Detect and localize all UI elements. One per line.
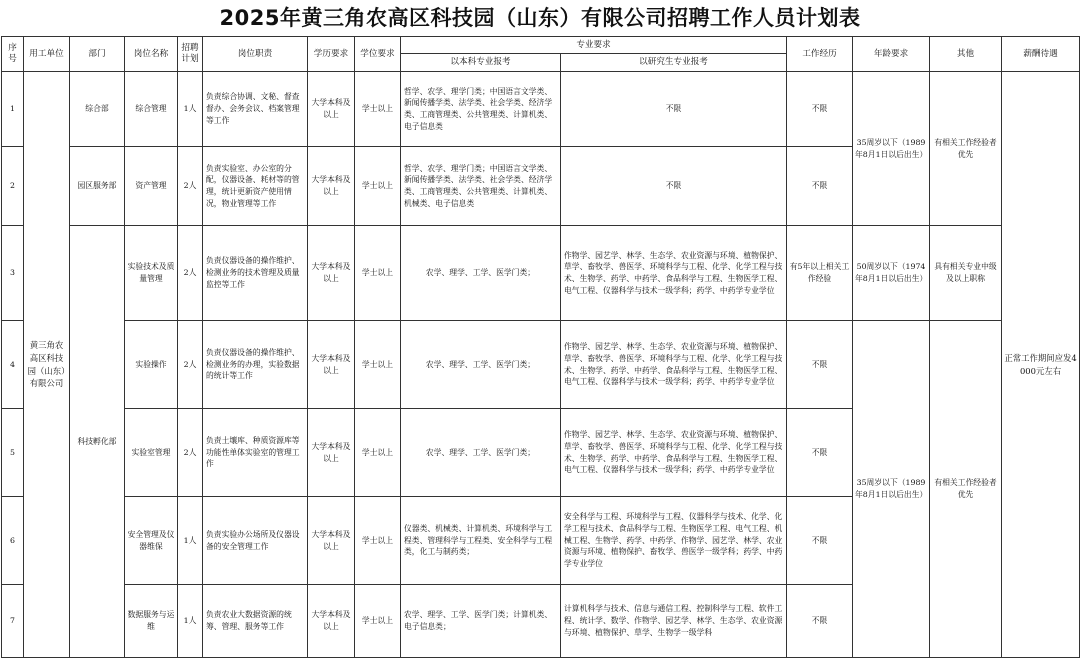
cell-dept: 综合部	[70, 72, 125, 147]
cell-position: 资产管理	[125, 147, 178, 226]
cell-degree: 学士以上	[355, 72, 401, 147]
cell-seq: 5	[2, 409, 24, 497]
cell-duty: 负责实验办公场所及仪器设备的安全管理工作	[203, 497, 308, 585]
cell-other: 有相关工作经验者优先	[930, 72, 1002, 226]
cell-duty: 负责综合协调、文秘、督查督办、会务会议、档案管理等工作	[203, 72, 308, 147]
cell-major-ug: 哲学、农学、理学门类；中国语言文学类、新闻传播学类、法学类、社会学类、经济学类、工商管理类、公共管理类、计算机类、机械类、电子信息类	[401, 147, 561, 226]
cell-major-pg: 计算机科学与技术、信息与通信工程、控制科学与工程、软件工程、统计学、数学、作物学、园艺学、林学、生态学、农业资源与环境、植物保护、草学、生物学一级学科	[561, 585, 787, 658]
cell-position: 实验操作	[125, 321, 178, 409]
cell-unit: 黄三角农高区科技园（山东）有限公司	[24, 72, 70, 658]
cell-edu: 大学本科及以上	[308, 321, 355, 409]
cell-position: 实验室管理	[125, 409, 178, 497]
header-dept: 部门	[70, 37, 125, 72]
cell-seq: 6	[2, 497, 24, 585]
cell-edu: 大学本科及以上	[308, 497, 355, 585]
cell-duty: 负责土壤库、种质资源库等功能性单体实验室的管理工作	[203, 409, 308, 497]
cell-degree: 学士以上	[355, 409, 401, 497]
header-position: 岗位名称	[125, 37, 178, 72]
table-row	[2, 321, 1080, 409]
header-age: 年龄要求	[853, 37, 930, 72]
cell-position: 安全管理及仪器维保	[125, 497, 178, 585]
cell-position: 实验技术及质量管理	[125, 226, 178, 321]
cell-seq: 4	[2, 321, 24, 409]
header-duty: 岗位职责	[203, 37, 308, 72]
cell-degree: 学士以上	[355, 147, 401, 226]
cell-exp: 不限	[787, 409, 853, 497]
cell-edu: 大学本科及以上	[308, 72, 355, 147]
cell-count: 2人	[178, 147, 203, 226]
table-row	[2, 226, 1080, 321]
cell-degree: 学士以上	[355, 226, 401, 321]
cell-exp: 不限	[787, 72, 853, 147]
header-major-ug: 以本科专业报考	[401, 54, 561, 72]
cell-major-pg: 安全科学与工程、环境科学与工程、仪器科学与技术、化学、化学工程与技术、食品科学与工程、生物医学工程、电气工程、机械工程、生物学、药学、中药学、作物学、园艺学、林学、农业资源与环境、植物保护、畜牧学、兽医学一级学科；药学、中药学专业学位	[561, 497, 787, 585]
cell-major-pg: 作物学、园艺学、林学、生态学、农业资源与环境、植物保护、草学、畜牧学、兽医学、环境科学与工程、化学、化学工程与技术、生物学、药学、中药学、食品科学与工程、生物医学工程、电气工程、仪器科学与技术一级学科；药学、中药学专业学位	[561, 321, 787, 409]
cell-edu: 大学本科及以上	[308, 147, 355, 226]
cell-age: 35周岁以下（1989年8月1日以后出生）	[853, 321, 930, 658]
header-exp: 工作经历	[787, 37, 853, 72]
cell-duty: 负责农业大数据资源的统筹、管理、服务等工作	[203, 585, 308, 658]
cell-degree: 学士以上	[355, 497, 401, 585]
cell-dept: 科技孵化部	[70, 226, 125, 658]
header-row	[2, 37, 1080, 54]
cell-age: 50周岁以下（1974年8月1日以后出生）	[853, 226, 930, 321]
cell-position: 数据服务与运维	[125, 585, 178, 658]
cell-count: 2人	[178, 321, 203, 409]
cell-exp: 不限	[787, 497, 853, 585]
cell-count: 1人	[178, 497, 203, 585]
cell-exp: 不限	[787, 585, 853, 658]
cell-major-pg: 不限	[561, 72, 787, 147]
cell-other: 有相关工作经验者优先	[930, 321, 1002, 658]
page-title: 2025年黄三角农高区科技园（山东）有限公司招聘工作人员计划表	[219, 6, 861, 30]
cell-other: 具有相关专业中级及以上职称	[930, 226, 1002, 321]
header-unit: 用工单位	[24, 37, 70, 72]
cell-seq: 2	[2, 147, 24, 226]
cell-count: 2人	[178, 409, 203, 497]
cell-major-ug: 农学、理学、工学、医学门类；	[401, 409, 561, 497]
cell-dept: 园区服务部	[70, 147, 125, 226]
cell-exp: 不限	[787, 147, 853, 226]
header-edu: 学历要求	[308, 37, 355, 72]
cell-count: 1人	[178, 72, 203, 147]
table-row	[2, 72, 1080, 147]
header-salary: 薪酬待遇	[1002, 37, 1080, 72]
cell-major-ug: 农学、理学、工学、医学门类；	[401, 226, 561, 321]
header-major: 专业要求	[401, 37, 787, 54]
cell-count: 1人	[178, 585, 203, 658]
cell-exp: 不限	[787, 321, 853, 409]
cell-age: 35周岁以下（1989年8月1日以后出生）	[853, 72, 930, 226]
cell-major-pg: 作物学、园艺学、林学、生态学、农业资源与环境、植物保护、草学、畜牧学、兽医学、环境科学与工程、化学、化学工程与技术、生物学、药学、中药学、食品科学与工程、生物医学工程、电气工程、仪器科学与技术一级学科；药学、中药学专业学位	[561, 409, 787, 497]
header-count: 招聘计划	[178, 37, 203, 72]
cell-major-ug: 农学、理学、工学、医学门类；计算机类、电子信息类；	[401, 585, 561, 658]
cell-major-ug: 农学、理学、工学、医学门类；	[401, 321, 561, 409]
cell-count: 2人	[178, 226, 203, 321]
cell-major-pg: 作物学、园艺学、林学、生态学、农业资源与环境、植物保护、草学、畜牧学、兽医学、环境科学与工程、化学、化学工程与技术、生物学、药学、中药学、食品科学与工程、生物医学工程、电气工程、仪器科学与技术一级学科；药学、中药学专业学位	[561, 226, 787, 321]
header-other: 其他	[930, 37, 1002, 72]
cell-salary: 正常工作期间应发4000元左右	[1002, 72, 1080, 658]
cell-degree: 学士以上	[355, 321, 401, 409]
header-major-pg: 以研究生专业报考	[561, 54, 787, 72]
header-seq: 序号	[2, 37, 24, 72]
cell-major-ug: 仪器类、机械类、计算机类、环境科学与工程类、管理科学与工程类、安全科学与工程类，化工与制药类；	[401, 497, 561, 585]
header-degree: 学位要求	[355, 37, 401, 72]
cell-position: 综合管理	[125, 72, 178, 147]
cell-seq: 3	[2, 226, 24, 321]
cell-seq: 7	[2, 585, 24, 658]
cell-duty: 负责仪器设备的操作维护、检测业务的技术管理及质量监控等工作	[203, 226, 308, 321]
cell-major-ug: 哲学、农学、理学门类；中国语言文学类、新闻传播学类、法学类、社会学类、经济学类、工商管理类、公共管理类、计算机类、电子信息类	[401, 72, 561, 147]
cell-major-pg: 不限	[561, 147, 787, 226]
cell-exp: 有5年以上相关工作经验	[787, 226, 853, 321]
cell-edu: 大学本科及以上	[308, 585, 355, 658]
cell-seq: 1	[2, 72, 24, 147]
cell-edu: 大学本科及以上	[308, 226, 355, 321]
cell-duty: 负责实验室、办公室的分配，仪器设备、耗材等的管理，统计更新资产使用情况，物业管理等工作	[203, 147, 308, 226]
cell-duty: 负责仪器设备的操作维护、检测业务的办理，实验数据的统计等工作	[203, 321, 308, 409]
recruitment-table	[1, 36, 1080, 658]
cell-edu: 大学本科及以上	[308, 409, 355, 497]
cell-degree: 学士以上	[355, 585, 401, 658]
